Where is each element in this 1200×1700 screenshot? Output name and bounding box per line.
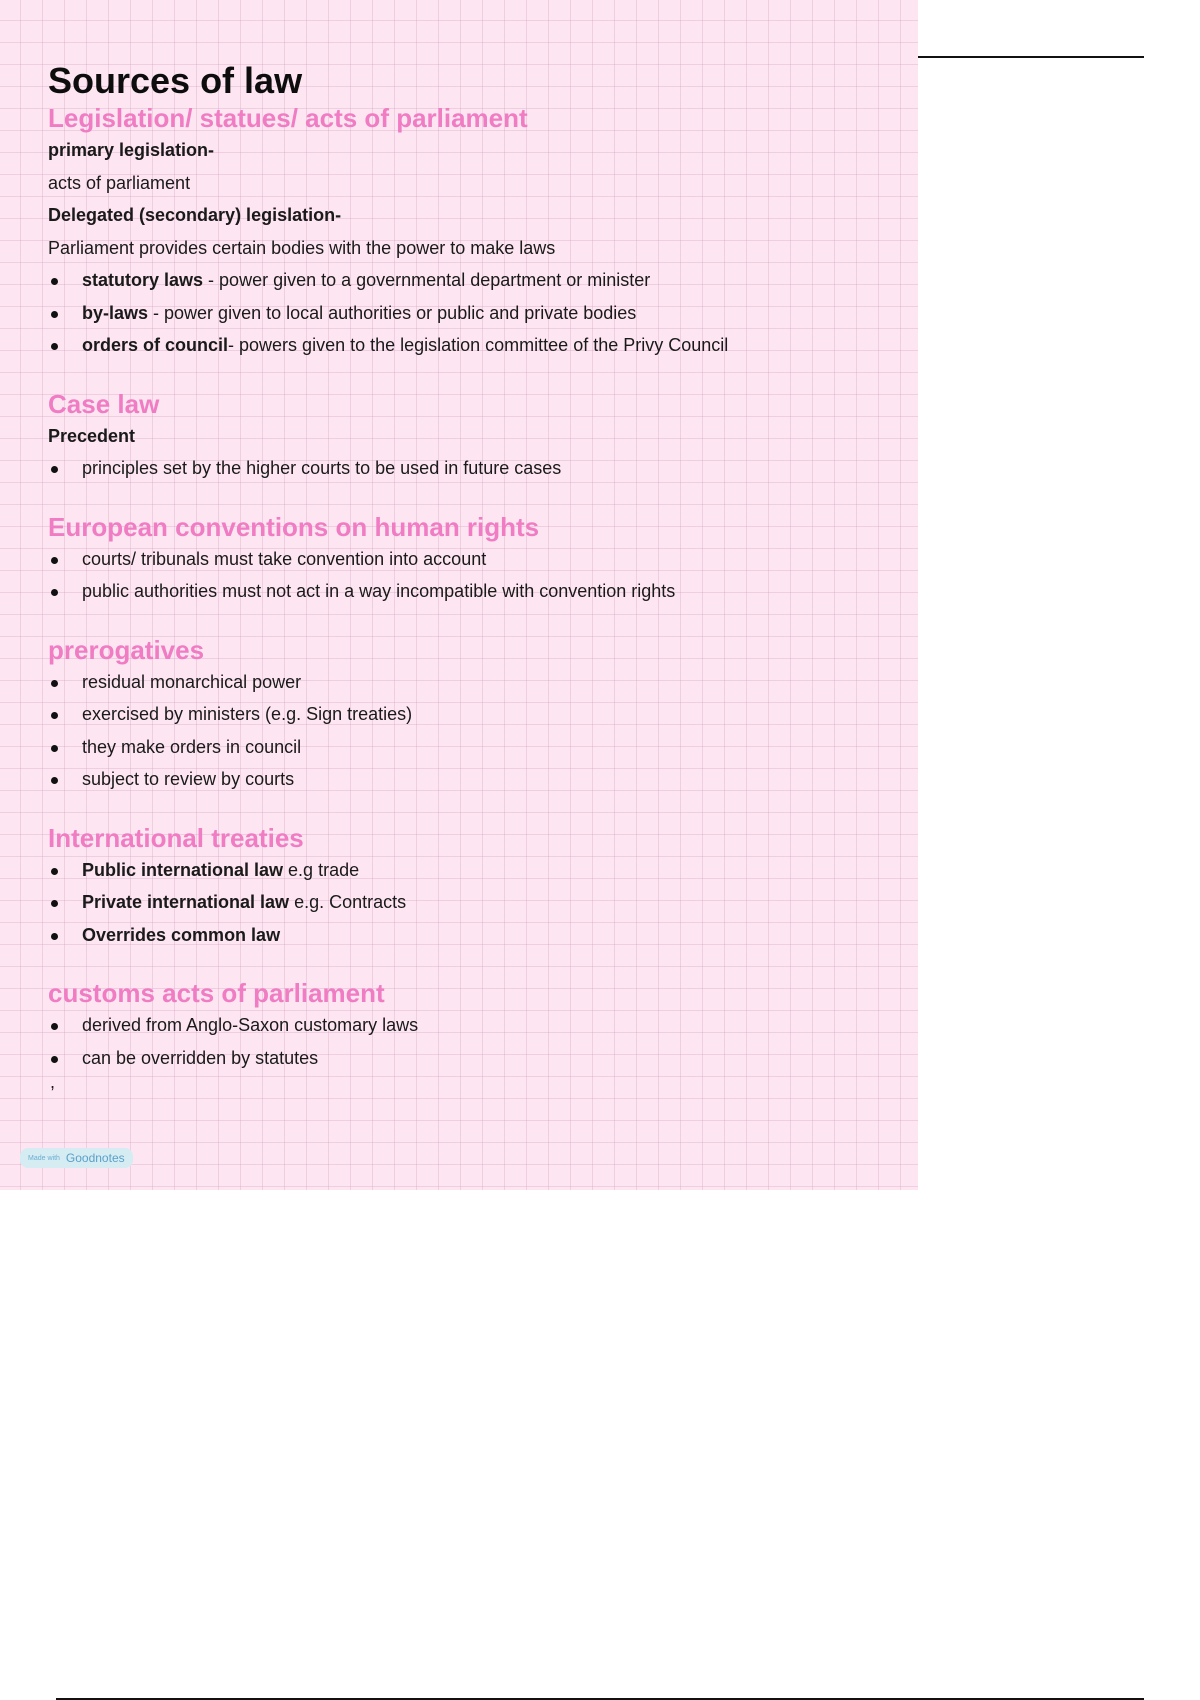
primary-legislation-text: acts of parliament	[48, 172, 191, 193]
bullet-term: by-laws	[82, 302, 149, 323]
heading-prerogatives: prerogatives	[48, 634, 205, 665]
list-item	[48, 297, 898, 330]
list-item: exercised by ministers (e.g. Sign treaties)	[48, 698, 898, 731]
bullet-text: e.g trade	[283, 859, 360, 880]
bullet-term: statutory laws	[82, 270, 204, 290]
treaties-list	[48, 854, 898, 952]
delegated-legislation-label: Delegated (secondary) legislation-	[48, 205, 342, 225]
list-item: can be overridden by statutes	[48, 1042, 898, 1075]
list-item: subject to review by courts	[48, 763, 898, 796]
top-rule-divider	[918, 56, 1144, 58]
list-item: residual monarchical power	[48, 666, 898, 699]
note-content	[48, 60, 898, 1090]
list-item: principles set by the higher courts to be used in future cases	[48, 452, 898, 485]
heading-echr: European conventions on human rights	[48, 511, 540, 542]
bullet-text: e.g. Contracts	[289, 892, 407, 912]
echr-list	[48, 543, 898, 608]
trailing-mark: ,	[50, 1072, 56, 1092]
heading-customs: customs acts of parliament	[48, 978, 385, 1008]
bullet-text: - powers given to the legislation committee of the Privy Council	[228, 335, 729, 355]
list-item	[48, 329, 898, 362]
list-item	[48, 854, 898, 887]
list-item	[48, 919, 898, 952]
legislation-list	[48, 264, 898, 362]
heading-treaties: International treaties	[48, 822, 304, 853]
precedent-label: Precedent	[48, 425, 136, 446]
list-item	[48, 886, 898, 919]
case-law-list	[48, 452, 898, 485]
list-item: public authorities must not act in a way incompatible with convention rights	[48, 575, 898, 608]
goodnotes-badge	[20, 1148, 133, 1168]
prerogatives-list	[48, 666, 898, 796]
customs-list	[48, 1009, 898, 1074]
heading-case-law: Case law	[48, 388, 160, 419]
delegated-legislation-text: Parliament provides certain bodies with the power to make laws	[48, 237, 556, 258]
list-item: they make orders in council	[48, 731, 898, 764]
bullet-term: Overrides common law	[82, 924, 281, 945]
bullet-term: Public international law	[82, 859, 284, 880]
primary-legislation-label: primary legislation-	[48, 140, 215, 160]
list-item: courts/ tribunals must take convention into account	[48, 543, 898, 576]
page-title: Sources of law	[48, 60, 303, 101]
badge-prefix: Made with	[28, 1154, 60, 1162]
bullet-term: orders of council	[82, 335, 229, 355]
list-item	[48, 264, 898, 297]
bullet-text: - power given to local authorities or public and private bodies	[148, 302, 637, 323]
bullet-text: - power given to a governmental department or minister	[203, 270, 651, 290]
bullet-term: Private international law	[82, 892, 290, 912]
list-item: derived from Anglo-Saxon customary laws	[48, 1009, 898, 1042]
badge-brand: Goodnotes	[65, 1151, 125, 1165]
heading-legislation: Legislation/ statues/ acts of parliament	[48, 103, 528, 133]
